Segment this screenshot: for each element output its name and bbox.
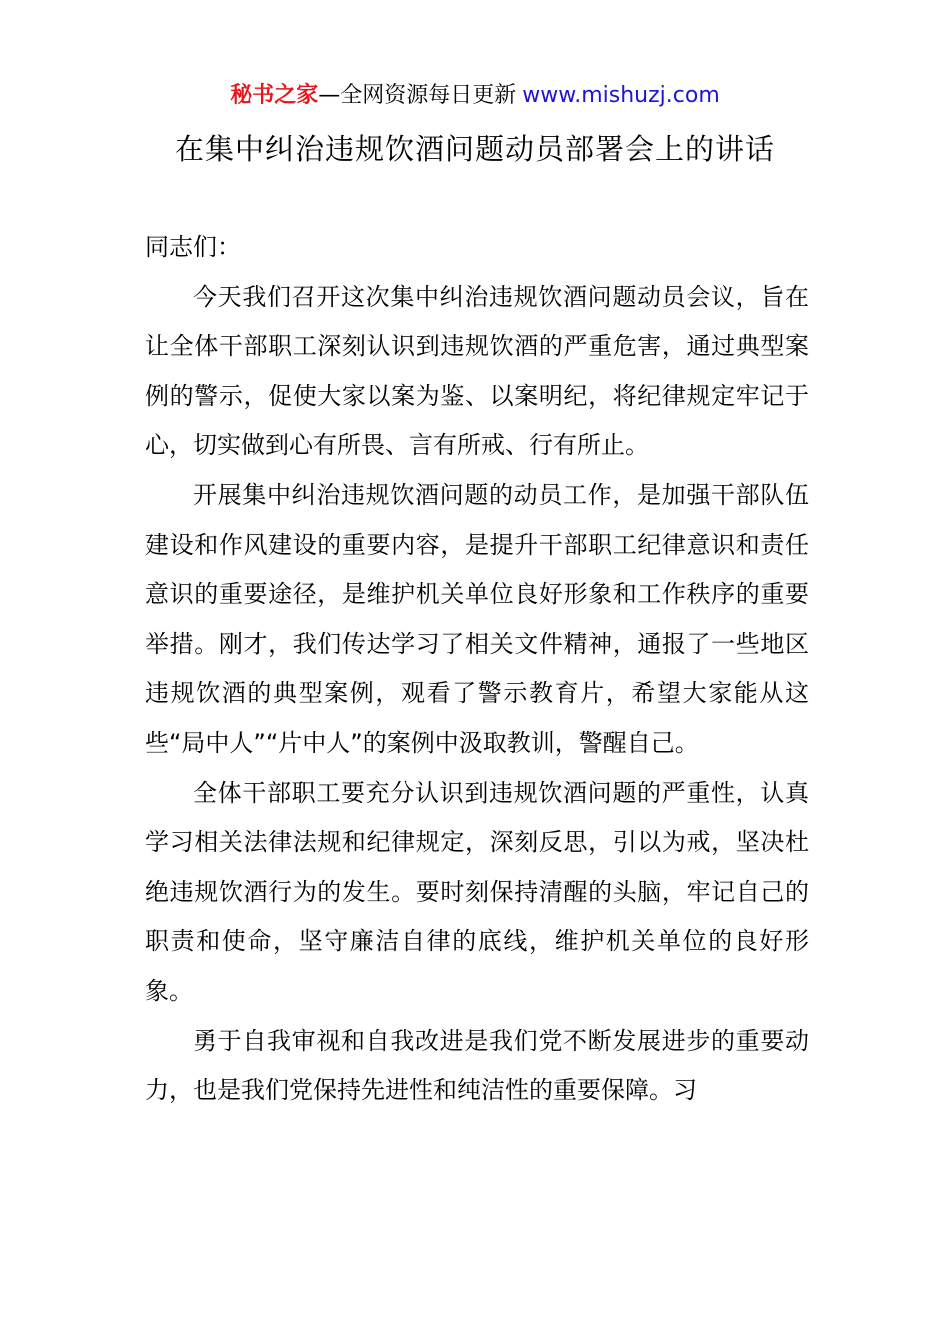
brand-name: 秘书之家	[230, 83, 319, 108]
document-body	[145, 223, 809, 1116]
paragraph-4: 勇于自我审视和自我改进是我们党不断发展进步的重要动力，也是我们党保持先进性和纯洁性的重要保障。习	[145, 1026, 809, 1105]
brand-tagline: —全网资源每日更新	[318, 83, 517, 108]
salutation: 同志们：	[145, 233, 241, 261]
paragraph-2: 开展集中纠治违规饮酒问题的动员工作，是加强干部队伍建设和作风建设的重要内容，是提升干部职工纪律意识和责任意识的重要途径，是维护机关单位良好形象和工作秩序的重要举措。刚才，我们传达学习了相关文件精神，通报了一些地区违规饮酒的典型案例，观看了警示教育片，希望大家能从这些“局中人”“片中人”的案例中汲取教训，警醒自己。	[145, 480, 809, 757]
document-title: 在集中纠治违规饮酒问题动员部署会上的讲话	[174, 132, 775, 166]
paragraph-1: 今天我们召开这次集中纠治违规饮酒问题动员会议，旨在让全体干部职工深刻认识到违规饮酒的严重危害，通过典型案例的警示，促使大家以案为鉴、以案明纪，将纪律规定牢记于心，切实做到心有所畏、言有所戒、行有所止。	[145, 282, 809, 460]
site-header	[0, 80, 950, 112]
site-url-link[interactable]: www.mishuzj.com	[522, 83, 720, 108]
paragraph-3: 全体干部职工要充分认识到违规饮酒问题的严重性，认真学习相关法律法规和纪律规定，深刻反思，引以为戒，坚决杜绝违规饮酒行为的发生。要时刻保持清醒的头脑，牢记自己的职责和使命，坚守廉洁自律的底线，维护机关单位的良好形象。	[145, 778, 809, 1005]
